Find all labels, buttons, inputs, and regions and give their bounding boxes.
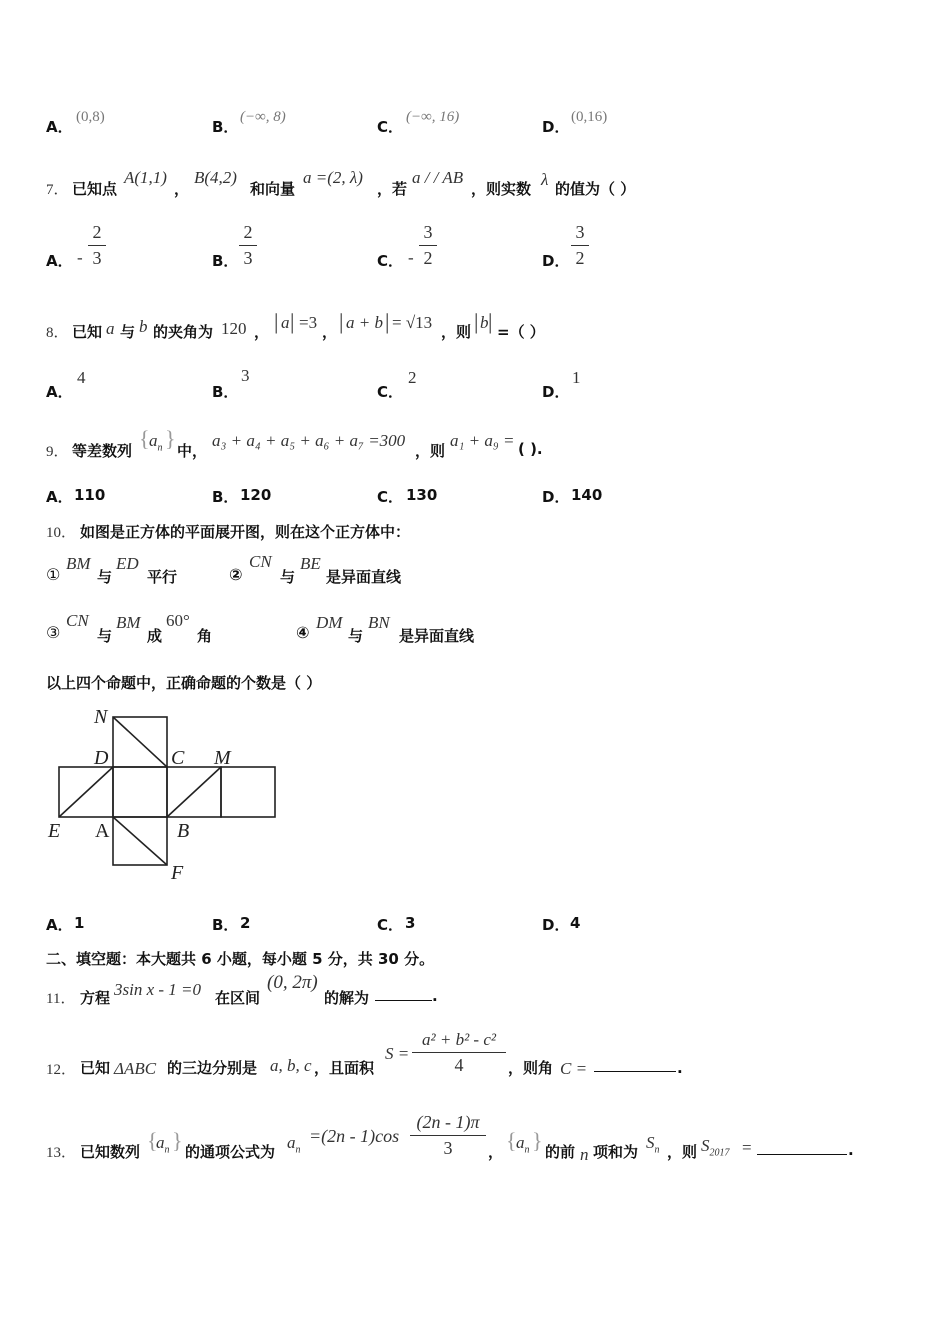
q8-angle: 120	[221, 319, 247, 338]
q7-option-d-fraction	[571, 222, 589, 269]
q10-p4-x: DM	[316, 613, 343, 632]
brace-left: {	[139, 426, 150, 451]
abs-bar: |	[339, 309, 344, 334]
section-2-header: 二、填空题：本大题共 6 小题，每小题 5 分，共 30 分。	[46, 950, 435, 968]
q10-p3-mid: 成	[147, 627, 163, 645]
brace-right: }	[172, 1128, 183, 1153]
q7-option-a-label: A．	[46, 252, 73, 270]
q10-p1-mark: ①	[46, 565, 61, 584]
q7-option-a-den: 3	[92, 248, 102, 268]
q12-text-2: 的三边分别是	[167, 1059, 258, 1077]
fraction-bar	[571, 245, 589, 246]
q12-text-3: ，且面积	[314, 1059, 375, 1077]
q7-option-d-num: 3	[575, 222, 585, 242]
q9-text-4: ( ).	[518, 440, 543, 458]
brace-right: }	[532, 1128, 543, 1153]
q7-option-c-sign: -	[408, 248, 414, 267]
q7-option-b-den: 3	[243, 248, 253, 268]
q8-option-a-label: A．	[46, 383, 73, 401]
q8-eq3: =3	[299, 313, 318, 332]
q6-option-d-label: D．	[542, 118, 570, 136]
q8-text-1: 已知	[72, 323, 103, 341]
fraction-bar	[419, 245, 437, 246]
q13-s2017	[701, 1136, 730, 1158]
q13-an-sub: n	[295, 1144, 301, 1156]
q9-option-a-label: A．	[46, 488, 73, 506]
label-d: D	[94, 747, 109, 769]
net-diagonal-bm	[167, 767, 221, 817]
q7-option-c-label: C．	[377, 252, 404, 270]
q7-point-b: B(4,2)	[194, 168, 237, 187]
q6-option-b-label: B．	[212, 118, 239, 136]
q10-option-a-label: A．	[46, 916, 73, 934]
fraction-bar	[88, 245, 106, 246]
q9-expr: a₃ + a₄ + a₅ + a₆ + a₇ =300	[212, 431, 406, 450]
q10-p3-angle: 60°	[166, 611, 190, 630]
q7-condition: a / / AB	[412, 168, 464, 187]
q10-option-c-value: 3	[405, 914, 416, 932]
q12-end: .	[677, 1059, 683, 1077]
q8-text-2: 与	[120, 323, 136, 341]
q10-p1-x: BM	[66, 554, 91, 573]
q10-p4-end: 是异面直线	[399, 627, 475, 645]
q13-number: 13．	[46, 1145, 77, 1161]
q13-seq-2	[516, 1133, 530, 1155]
q8-sum: a + b	[346, 313, 383, 332]
label-b: B	[177, 820, 190, 842]
net-square-center	[113, 767, 167, 817]
q8-option-d-value: 1	[572, 368, 581, 387]
q7-option-b-label: B．	[212, 252, 239, 270]
q13-numerator: (2n - 1)π	[416, 1112, 480, 1132]
label-e: E	[48, 820, 61, 842]
q9-text-2: 中，	[177, 442, 208, 460]
q8-option-d-label: D．	[542, 383, 570, 401]
q9-expr-2: a₁ + a₉ =	[450, 431, 515, 450]
q11-equation: 3sin x - 1 =0	[114, 980, 202, 999]
q12-answer-blank	[594, 1071, 676, 1072]
q7-point-a: A(1,1)	[124, 168, 167, 187]
q13-text-6: ，则	[667, 1143, 698, 1161]
q9-seq-sub: n	[157, 442, 163, 454]
q10-p1-y: ED	[116, 554, 139, 573]
q7-option-a-sign: -	[77, 248, 83, 267]
q10-p4-with: 与	[348, 627, 364, 645]
q7-text-5: 的值为（ ）	[555, 180, 636, 198]
label-c: C	[171, 747, 185, 769]
q12-denominator: 4	[454, 1055, 464, 1075]
q10-option-a-value: 1	[74, 914, 85, 932]
q10-p4-y: BN	[368, 613, 390, 632]
q12-sides: a, b, c	[270, 1056, 312, 1075]
q8-abs-b: b	[480, 313, 489, 332]
q6-option-c-label: C．	[377, 118, 404, 136]
fraction-bar	[410, 1135, 486, 1136]
q12-fraction	[412, 1030, 506, 1076]
label-m: M	[214, 747, 231, 769]
q8-abs-a: a	[281, 313, 290, 332]
q13-eq-2: =	[742, 1138, 752, 1157]
brace-left: {	[147, 1128, 158, 1153]
q13-an-a: a	[287, 1133, 296, 1152]
fraction-bar	[412, 1052, 506, 1053]
q13-text-4: 的前	[545, 1143, 576, 1161]
q8-vector-a: a	[106, 319, 115, 338]
q11-text-2: 在区间	[215, 989, 261, 1007]
q9-option-d-value: 140	[571, 486, 603, 504]
q12-number: 12．	[46, 1062, 77, 1078]
q8-comma: ，	[254, 323, 270, 341]
q7-text-1: 已知点	[72, 180, 118, 198]
q7-comma: ，	[174, 180, 190, 198]
brace-right: }	[165, 426, 176, 451]
label-f: F	[171, 862, 184, 884]
q8-option-c-value: 2	[408, 368, 417, 387]
q7-text-4: ，则实数	[471, 180, 532, 198]
q13-s2017-s: S	[701, 1136, 710, 1155]
q7-option-c-fraction	[419, 222, 437, 269]
abs-bar: |	[274, 309, 279, 334]
q10-stem: 如图是正方体的平面展开图，则在这个正方体中：	[80, 523, 411, 541]
q8-vector-b: b	[139, 317, 148, 336]
q10-number: 10．	[46, 525, 77, 541]
q7-option-d-label: D．	[542, 252, 570, 270]
q7-text-3: ，若	[377, 180, 408, 198]
q9-text-3: ，则	[415, 442, 446, 460]
q7-option-b-num: 2	[243, 222, 253, 242]
q10-p3-end: 角	[197, 627, 213, 645]
q13-seq-a: a	[156, 1133, 165, 1152]
q9-seq	[149, 431, 163, 453]
cube-net-figure	[40, 703, 290, 888]
q13-sn	[646, 1133, 660, 1155]
q12-s: S =	[385, 1044, 410, 1063]
q8-eq13: = √13	[392, 313, 433, 332]
q9-seq-a: a	[149, 431, 158, 450]
q13-text-1: 已知数列	[80, 1143, 141, 1161]
q10-option-b-label: B．	[212, 916, 239, 934]
q8-comma-2: ，	[322, 323, 338, 341]
q10-p2-y: BE	[300, 554, 321, 573]
q11-interval: (0, 2π)	[267, 972, 318, 993]
q8-option-b-label: B．	[212, 383, 239, 401]
q6-option-b-value: (−∞, 8)	[240, 109, 286, 125]
q9-option-d-label: D．	[542, 488, 570, 506]
q7-option-a-num: 2	[92, 222, 102, 242]
q9-text-1: 等差数列	[72, 442, 133, 460]
brace-left: {	[506, 1128, 517, 1153]
q9-option-c-label: C．	[377, 488, 404, 506]
q6-option-a-value: (0,8)	[76, 109, 105, 125]
q10-p3-y: BM	[116, 613, 141, 632]
abs-bar: |	[474, 309, 479, 334]
q7-number: 7．	[46, 182, 69, 198]
q7-option-d-den: 2	[575, 248, 585, 268]
q8-number: 8．	[46, 325, 69, 341]
q13-seq-sub: n	[164, 1144, 170, 1156]
q13-end: .	[848, 1141, 854, 1159]
q13-seq	[156, 1133, 170, 1155]
q13-sn-s: S	[646, 1133, 655, 1152]
q13-n: n	[580, 1145, 589, 1164]
q9-number: 9．	[46, 444, 69, 460]
q6-option-c-value: (−∞, 16)	[406, 109, 460, 125]
q13-s2017-sub: 2017	[709, 1147, 730, 1159]
abs-bar: |	[385, 309, 390, 334]
q8-option-b-value: 3	[241, 366, 250, 385]
abs-bar: |	[488, 309, 493, 334]
q10-p1-with: 与	[97, 568, 113, 586]
q11-end: .	[432, 987, 438, 1005]
q13-equation: =(2n - 1)cos	[309, 1126, 400, 1146]
q10-p3-mark: ③	[46, 623, 61, 642]
net-diagonal-ed	[59, 767, 113, 817]
fraction-bar	[239, 245, 257, 246]
q7-option-c-num: 3	[423, 222, 433, 242]
q8-option-a-value: 4	[77, 368, 86, 387]
q12-c: C =	[560, 1059, 588, 1078]
q10-ask: 以上四个命题中，正确命题的个数是（ ）	[46, 674, 322, 692]
q8-text-5: =（ ）	[497, 323, 545, 341]
q12-numerator: a² + b² - c²	[422, 1030, 496, 1049]
q10-p2-with: 与	[280, 568, 296, 586]
q13-fraction	[410, 1112, 486, 1159]
q10-p4-mark: ④	[296, 623, 310, 642]
q13-answer-blank	[757, 1154, 847, 1155]
q6-option-a-label: A．	[46, 118, 73, 136]
q10-p3-with: 与	[97, 627, 113, 645]
q13-seq2-a: a	[516, 1133, 525, 1152]
q12-text-1: 已知	[80, 1059, 111, 1077]
net-diagonal-nc	[113, 717, 167, 767]
q7-vector: a =(2, λ)	[303, 168, 363, 187]
q9-option-c-value: 130	[406, 486, 438, 504]
q10-p2-x: CN	[249, 552, 272, 571]
q10-option-b-value: 2	[240, 914, 251, 932]
q7-lambda: λ	[541, 170, 549, 189]
q13-text-2: 的通项公式为	[185, 1143, 276, 1161]
abs-bar: |	[290, 309, 295, 334]
q13-denominator: 3	[443, 1138, 453, 1158]
q10-option-c-label: C．	[377, 916, 404, 934]
q7-option-c-den: 2	[423, 248, 433, 268]
q8-text-4: ，则	[441, 323, 472, 341]
q13-text-3: ，	[488, 1143, 504, 1161]
q7-option-a-fraction	[88, 222, 106, 269]
q12-triangle: ΔABC	[114, 1059, 157, 1078]
label-a: A	[95, 820, 110, 842]
q10-option-d-value: 4	[570, 914, 581, 932]
q8-text-3: 的夹角为	[153, 323, 214, 341]
q11-answer-blank	[375, 1000, 432, 1001]
q11-text-3: 的解为	[324, 989, 370, 1007]
q10-p3-x: CN	[66, 611, 89, 630]
q13-seq2-sub: n	[524, 1144, 530, 1156]
q8-option-c-label: C．	[377, 383, 404, 401]
q7-text-2: 和向量	[250, 180, 296, 198]
q6-option-d-value: (0,16)	[571, 109, 608, 125]
net-diagonal-af	[113, 817, 167, 865]
q10-p1-end: 平行	[147, 568, 178, 586]
q9-option-b-label: B．	[212, 488, 239, 506]
q11-text-1: 方程	[80, 989, 111, 1007]
label-n: N	[94, 706, 108, 728]
q10-p2-mark: ②	[229, 565, 243, 584]
q9-option-a-value: 110	[74, 486, 106, 504]
q9-option-b-value: 120	[240, 486, 272, 504]
net-square-far-right	[221, 767, 275, 817]
q13-sn-sub: n	[654, 1144, 660, 1156]
q12-text-4: ，则角	[508, 1059, 554, 1077]
q13-text-5: 项和为	[593, 1143, 639, 1161]
q11-number: 11．	[46, 991, 76, 1007]
q7-option-b-fraction	[239, 222, 257, 269]
q10-option-d-label: D．	[542, 916, 570, 934]
q10-p2-end: 是异面直线	[326, 568, 402, 586]
q13-an	[287, 1133, 301, 1155]
